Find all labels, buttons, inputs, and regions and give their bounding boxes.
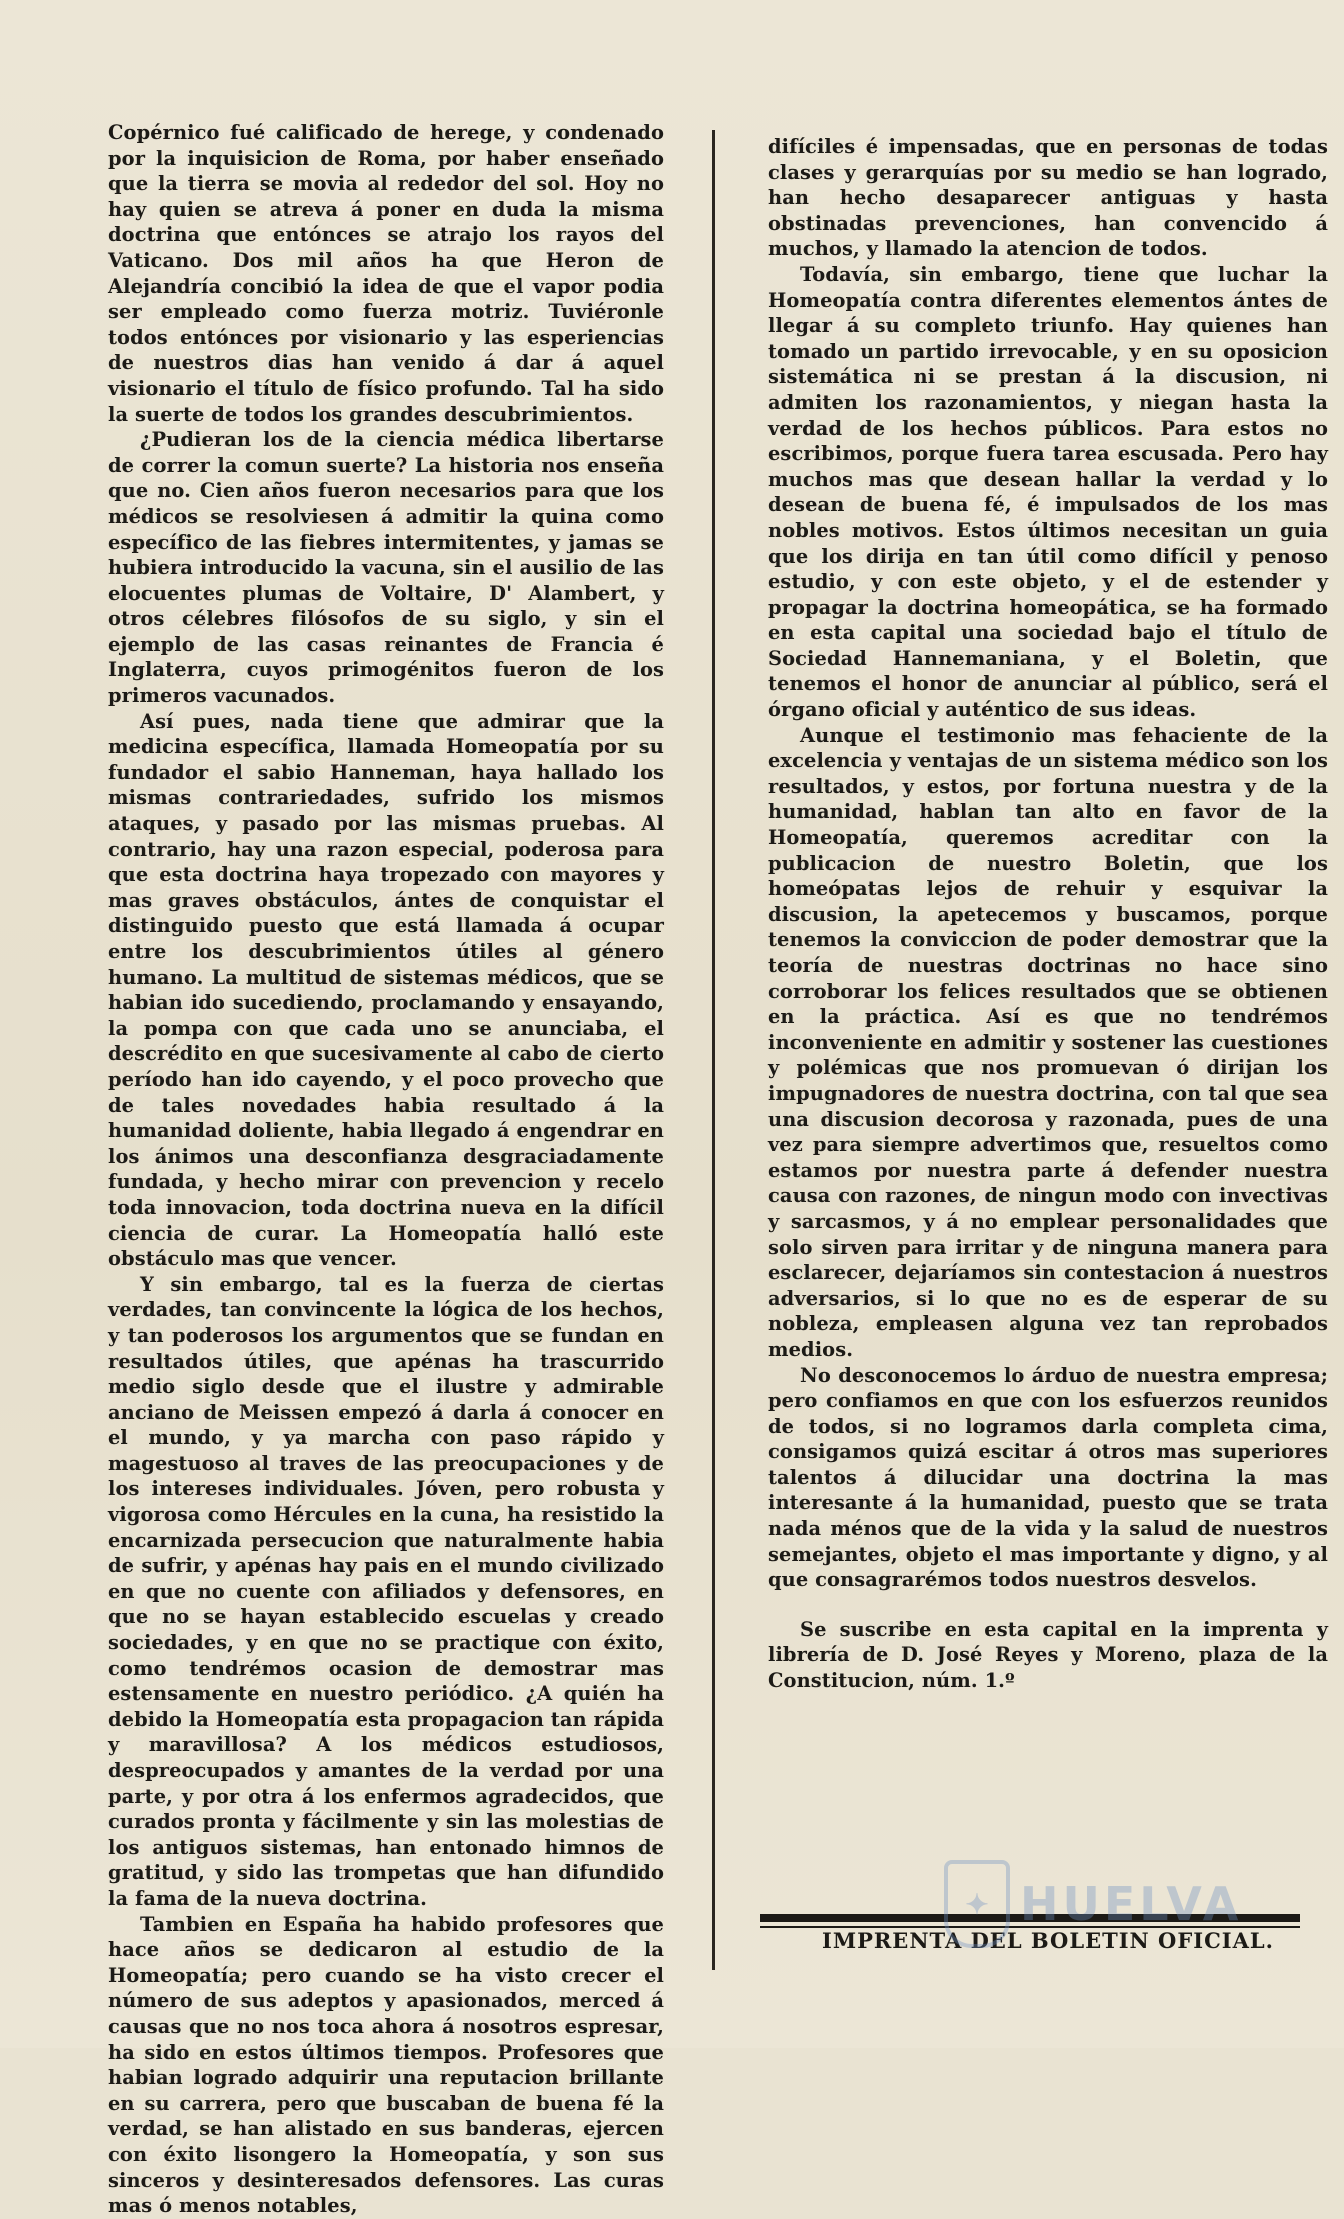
paragraph: Así pues, nada tiene que admirar que la medicina específica, llamada Homeopatía por su fundador el sabio Hanneman, haya hallado los mismas contrariedades, sufrido los mismos ataques, y pasado por las mismas pruebas. Al contrario, hay una razon especial, poderosa para que esta doctrina haya tropezado con mayores y mas graves obstáculos, ántes de conquistar el distinguido puesto que está llamada á ocupar entre los descubrimientos útiles al género humano. La multitud de sistemas médicos, que se habian ido sucediendo, proclamando y ensayando, la pompa con que cada uno se anunciaba, el descrédito en que sucesivamente al cabo de cierto período han ido cayendo, y el poco provecho que de tales novedades habia resultado á la humanidad doliente, habia llegado á engendrar en los ánimos una desconfianza desgraciadamente fundada, y hecho mirar con prevencion y recelo toda innovacion, toda doctrina nueva en la difícil ciencia de curar. La Homeopatía halló este obstáculo mas que vencer. xyxy=(108,709,664,1271)
right-column xyxy=(768,134,1328,1953)
paragraph: difíciles é impensadas, que en personas de todas clases y gerarquías por su medio se han logrado, han hecho desaparecer antiguas y hasta obstinadas prevenciones, han convencido á muchos, y llamado la atencion de todos. xyxy=(768,135,1328,261)
paragraph: Aunque el testimonio mas fehaciente de la excelencia y ventajas de un sistema médico son los resultados, y estos, por fortuna nuestra y de la humanidad, hablan tan alto en favor de la Homeopatía, queremos acreditar con la publicacion de nuestro Boletin, que los homeópatas lejos de rehuir y esquivar la discusion, la apetecemos y buscamos, porque tenemos la conviccion de poder demostrar que la teoría de nuestras doctrinas no hace sino corroborar los felices resultados que se obtienen en la práctica. Así es que no tendrémos inconveniente en admitir y sostener las cuestiones y polémicas que nos promuevan ó dirijan los impugnadores de nuestra doctrina, con tal que sea una discusion decorosa y razonada, pues de una vez para siempre advertimos que, resueltos como estamos por nuestra parte á defender nuestra causa con razones, de ningun modo con invectivas y sarcasmos, y á no emplear personalidades que solo sirven para irritar y de ninguna manera para esclarecer, dejaríamos sin contestacion á nuestros adversarios, si lo que no es de esperar de su nobleza, empleasen alguna vez tan reprobados medios. xyxy=(768,723,1328,1361)
watermark-text: HUELVA xyxy=(1020,1877,1243,1931)
paragraph: Todavía, sin embargo, tiene que luchar la Homeopatía contra diferentes elementos ántes de llegar á su completo triunfo. Hay quienes han tomado un partido irrevocable, y en su oposicion sistemática ni se prestan á la discusion, ni admiten los razonamientos, y niegan hasta la verdad de los hechos públicos. Para estos no escribimos, porque fuera tarea escusada. Pero hay muchos mas que desean hallar la verdad y lo desean de buena fé, é impulsados de los mas nobles motivos. Estos últimos necesitan un guia que los dirija en tan útil como difícil y penoso estudio, y con este objeto, y el de estender y propagar la doctrina homeopática, se ha formado en esta capital una sociedad bajo el título de Sociedad Hannemaniana, y el Boletin, que tenemos el honor de anunciar al público, será el órgano oficial y auténtico de sus ideas. xyxy=(768,262,1328,722)
library-watermark xyxy=(944,1860,1242,1948)
paragraph: Y sin embargo, tal es la fuerza de ciertas verdades, tan convincente la lógica de los hechos, y tan poderosos los argumentos que se fundan en resultados útiles, que apénas ha trascurrido medio siglo desde que el ilustre y admirable anciano de Meissen empezó á darla á conocer en el mundo, y ya marcha con paso rápido y magestuoso al traves de las preocupaciones y de los intereses individuales. Jóven, pero robusta y vigorosa como Hércules en la cuna, ha resistido la encarnizada persecucion que naturalmente habia de sufrir, y apénas hay pais en el mundo civilizado en que no cuente con afiliados y defensores, en que no se hayan establecido escuelas y creado sociedades, y en que no se practique con éxito, como tendrémos ocasion de demostrar mas estensamente en nuestro periódico. ¿A quién ha debido la Homeopatía esta propagacion tan rápida y maravillosa? A los médicos estudiosos, despreocupados y amantes de la verdad por una parte, y por otra á los enfermos agradecidos, que curados pronta y fácilmente y sin las molestias de los antiguos sistemas, han entonado himnos de gratitud, y sido las trompetas que han difundido la fama de la nueva doctrina. xyxy=(108,1272,664,1910)
imprint-line: IMPRENTA DEL BOLETIN OFICIAL. xyxy=(822,1927,1274,1953)
paragraph: No desconocemos lo árduo de nuestra empresa; pero confiamos en que con los esfuerzos reunidos de todos, si no logramos darla completa cima, consigamos quizá escitar á otros mas superiores talentos á dilucidar una doctrina la mas interesante á la humanidad, puesto que se trata nada ménos que de la vida y la salud de nuestros semejantes, objeto el mas importante y digno, y al que consagrarémos todos nuestros desvelos. xyxy=(768,1363,1328,1592)
paragraph: Tambien en España ha habido profesores que hace años se dedicaron al estudio de la Homeopatía; pero cuando se ha visto crecer el número de sus adeptos y apasionados, merced á causas que no nos toca ahora á nosotros espresar, ha sido en estos últimos tiempos. Profesores que habian logrado adquirir una reputacion brillante en su carrera, pero que buscaban de buena fé la verdad, se han alistado en sus banderas, ejercen con éxito lisongero la Homeopatía, y son sus sinceros y desinteresados defensores. Las curas mas ó menos notables, xyxy=(108,1912,664,2218)
left-column xyxy=(108,120,664,2219)
paragraph: ¿Pudieran los de la ciencia médica libertarse de correr la comun suerte? La historia nos enseña que no. Cien años fueron necesarios para que los médicos se resolviesen á admitir la quina como específico de las fiebres intermitentes, y jamas se hubiera introducido la vacuna, sin el ausilio de las elocuentes plumas de Voltaire, D' Alambert, y otros célebres filósofos de su siglo, y sin el ejemplo de las casas reinantes de Francia é Inglaterra, cuyos primogénitos fueron de los primeros vacunados. xyxy=(108,428,664,708)
column-divider xyxy=(712,130,715,1970)
shield-icon: ✦ xyxy=(944,1860,1010,1948)
paragraph: Copérnico fué calificado de herege, y condenado por la inquisicion de Roma, por haber enseñado que la tierra se movia al rededor del sol. Hoy no hay quien se atreva á poner en duda la misma doctrina que entónces se atrajo los rayos del Vaticano. Dos mil años ha que Heron de Alejandría concibió la idea de que el vapor podia ser empleado como fuerza motriz. Tuviéronle todos entónces por visionario y las esperiencias de nuestros dias han venido á dar á aquel visionario el título de físico profundo. Tal ha sido la suerte de todos los grandes descubrimientos. xyxy=(108,121,664,426)
subscription-notice: Se suscribe en esta capital en la imprenta y librería de D. José Reyes y Moreno, plaza de la Constitucion, núm. 1.º xyxy=(768,1617,1328,1693)
